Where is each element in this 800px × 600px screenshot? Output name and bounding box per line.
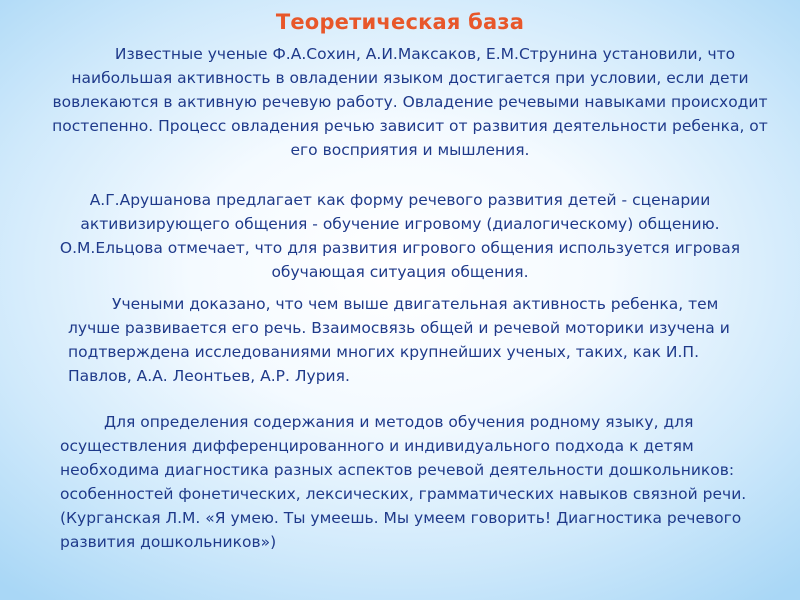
slide-title: Теоретическая база (275, 10, 525, 34)
paragraph-theoretical-basis: Известные ученые Ф.А.Сохин, А.И.Максаков, Е.М.Струнина установили, что наибольшая активность в овладении языком достигается при условии, если дети вовлекаются в активную речевую работу. Овладение речевыми навыками происходит постепенно. Процесс овладения речью зависит от развития деятельности ребенка, от его восприятия и мышления. (52, 45, 768, 159)
paragraph-arushanova: А.Г.Арушанова предлагает как форму речевого развития детей - сценарии активизирующего общения - обучение игровому (диалогическому) общению. О.М.Ельцова отмечает, что для развития игрового общения используется игровая обучающая ситуация общения. (59, 191, 741, 281)
paragraph-motor-activity: Учеными доказано, что чем выше двигательная активность ребенка, тем лучше развивается его речь. Взаимосвязь общей и речевой моторики изучена и подтверждена исследованиями многих крупнейших ученых, таких, как И.П. Павлов, А.А. Леонтьев, А.Р. Лурия. (68, 295, 730, 385)
paragraph-diagnostics: Для определения содержания и методов обучения родному языку, для осуществления дифференцированного и индивидуального подхода к детям необходима диагностика разных аспектов речевой деятельности дошкольников: особенностей фонетических, лексических, грамматических навыков связной речи. (Курганская Л.М. «Я умею. Ты умеешь. Мы умеем говорить! Диагностика речевого развития дошкольников») (60, 413, 747, 551)
